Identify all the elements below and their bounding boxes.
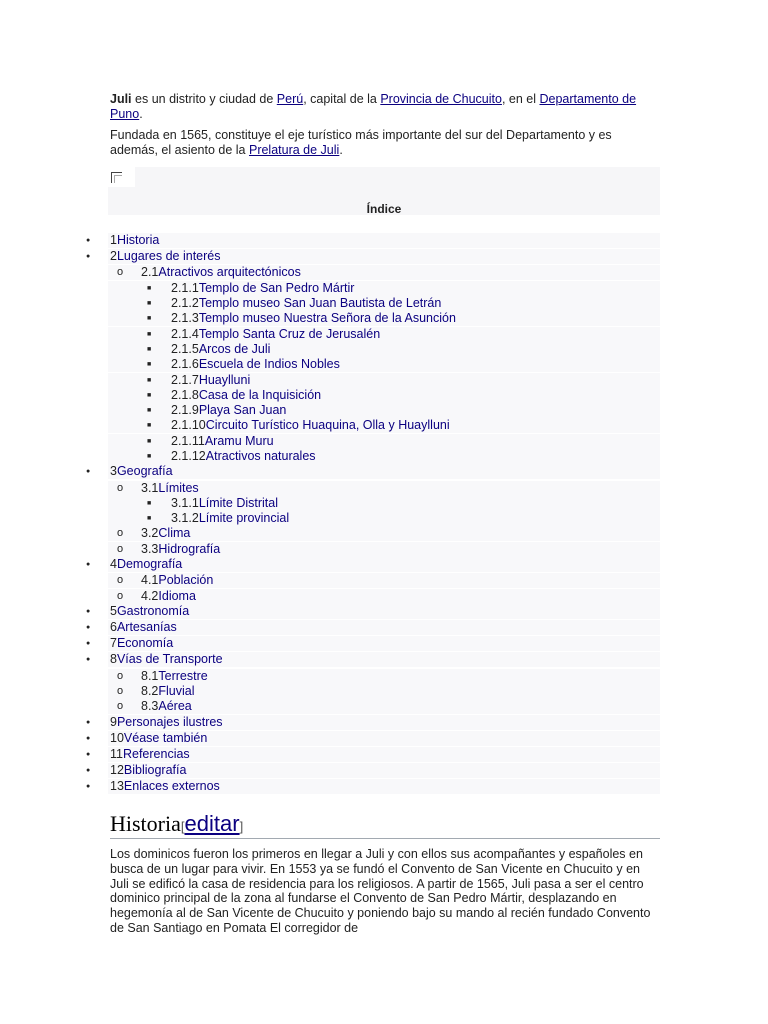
toc-label[interactable]: Límite provincial <box>198 511 290 526</box>
toc-label[interactable]: Vías de Transporte <box>116 652 223 667</box>
toc-item[interactable] <box>171 434 274 449</box>
toc-number: 2.1.4 <box>171 326 199 341</box>
toc-item[interactable] <box>141 573 213 588</box>
bullet-icon: o <box>117 266 124 279</box>
bullet-icon: ● <box>86 640 91 648</box>
toc-row-background <box>108 747 660 762</box>
toc-row-background <box>108 233 660 248</box>
bullet-icon: ■ <box>147 453 152 460</box>
bullet-icon: o <box>117 684 124 697</box>
section-heading <box>110 809 660 839</box>
bullet-icon: ● <box>86 767 91 775</box>
bracket-close: ] <box>239 819 244 834</box>
bullet-icon: ● <box>86 253 91 261</box>
toc-item[interactable] <box>171 311 456 326</box>
bullet-icon: ● <box>86 237 91 244</box>
bullet-icon: ■ <box>147 422 152 430</box>
toc-label[interactable]: Artesanías <box>116 620 177 634</box>
toc-number: 2.1.5 <box>171 341 199 356</box>
toc-label[interactable]: Gastronomía <box>116 603 190 618</box>
toc-label[interactable]: Aramu Muru <box>204 433 274 448</box>
bullet-icon: ● <box>86 561 91 568</box>
toc-label[interactable]: Playa San Juan <box>198 403 287 418</box>
toc-number: 4 <box>110 557 117 571</box>
toc-item[interactable] <box>110 249 221 264</box>
toc-number: 3 <box>110 464 117 479</box>
toc-item[interactable] <box>110 557 182 572</box>
toc-row-background <box>108 604 660 619</box>
toc-number: 6 <box>110 620 117 634</box>
toc-number: 8.3 <box>141 699 159 714</box>
toc-label[interactable]: Atractivos arquitectónicos <box>158 265 301 280</box>
intro-paragraph-2: Fundada en 1565, constituye el eje turístico más importante del sur del Departamento y es además, el asiento de la Prelatura de Juli. <box>110 128 612 157</box>
toc-number: 9 <box>110 714 117 729</box>
toc-number: 12 <box>110 763 124 778</box>
bullet-icon: o <box>117 669 124 682</box>
toc-label[interactable]: Escuela de Indios Nobles <box>198 357 340 372</box>
toc-item[interactable] <box>141 684 195 699</box>
bullet-icon: ■ <box>147 315 152 323</box>
toc-item[interactable] <box>141 669 208 684</box>
toc-row-background <box>108 620 660 635</box>
toc-number: 8.1 <box>141 668 159 683</box>
toc-title: Índice <box>366 202 402 216</box>
toc-number: 4.1 <box>141 573 159 588</box>
toc-header <box>108 167 660 215</box>
toc-number: 2.1.6 <box>171 357 199 372</box>
toc-item[interactable] <box>110 731 207 746</box>
toc-item[interactable] <box>171 418 450 433</box>
toc-number: 4.2 <box>141 588 159 603</box>
toc-label[interactable]: Límites <box>158 480 199 495</box>
toc-number: 3.2 <box>141 526 159 541</box>
toc-item[interactable] <box>110 779 220 794</box>
toc-item[interactable] <box>171 403 286 418</box>
bullet-icon: ● <box>86 468 91 476</box>
bullet-icon: ● <box>86 734 91 742</box>
toc-number: 2.1.12 <box>171 449 206 463</box>
bullet-icon: o <box>117 542 124 555</box>
bullet-icon: ■ <box>147 361 152 369</box>
toc-label[interactable]: Templo museo San Juan Bautista de Letrán <box>198 296 442 310</box>
bullet-icon: ■ <box>147 345 152 353</box>
toc-label[interactable]: Economía <box>116 636 174 651</box>
bullet-icon: ■ <box>147 376 152 384</box>
toc-label[interactable]: Terrestre <box>158 668 208 683</box>
toc-number: 3.1.2 <box>171 511 199 526</box>
toc-item[interactable] <box>110 763 186 778</box>
toc-item[interactable] <box>171 281 354 296</box>
intro <box>110 92 660 164</box>
toc-number: 2.1.10 <box>171 418 206 433</box>
toc-number: 2.1.1 <box>171 280 199 295</box>
edit-link[interactable]: editar <box>184 811 240 836</box>
bullet-icon: ● <box>86 656 91 664</box>
toc-label[interactable]: Historia <box>116 233 160 247</box>
toc-number: 2.1.8 <box>171 387 199 402</box>
toc-label[interactable]: Clima <box>158 526 191 541</box>
toc-label[interactable]: Circuito Turístico Huaquina, Olla y Huaylluni <box>205 418 450 433</box>
section-title: Historia <box>110 811 181 836</box>
toc-label[interactable]: Demografía <box>116 557 183 571</box>
bullet-icon: ■ <box>147 391 152 399</box>
bullet-icon: o <box>117 481 124 494</box>
toc-row-background <box>108 526 660 541</box>
toc-number: 2.1.2 <box>171 296 199 310</box>
toc-item[interactable] <box>171 327 380 342</box>
toc-label[interactable]: Lugares de interés <box>116 249 221 264</box>
toc-label[interactable]: Hidrografía <box>158 541 221 556</box>
toc-label[interactable]: Geografía <box>116 464 173 479</box>
toc-number: 11 <box>110 746 123 761</box>
toc-toggle[interactable] <box>108 167 135 187</box>
toc-number: 2.1 <box>141 265 159 280</box>
toc-label[interactable]: Huaylluni <box>198 372 251 387</box>
toc-item[interactable] <box>171 496 278 511</box>
toc-row-background <box>108 464 660 479</box>
toc-item[interactable] <box>171 342 270 357</box>
toc-number: 8 <box>110 652 117 667</box>
toc-number: 2.1.9 <box>171 403 199 418</box>
section-body: Los dominicos fueron los primeros en llegar a Juli y con ellos sus acompañantes y españoles en busca de un lugar para vivir. En 1553 ya se fundó el Convento de San Vicente en Chucuito y en Juli se edificó la casa de residencia para los religiosos. A partir de 1565, Juli pasa a ser el centro dominico principal de la zona al fundarse el Convento de San Pedro Mártir, desplazando en hegemonía al de San Vicente de Chucuito y poniendo bajo su mando al recién fundado Convento de San Santiago en Pomata El corregidor de <box>110 847 651 935</box>
toc-label[interactable]: Casa de la Inquisición <box>198 387 322 402</box>
bullet-icon: ■ <box>147 437 152 445</box>
toc-number: 8.2 <box>141 683 159 698</box>
toc-item[interactable] <box>141 542 220 557</box>
toc-item[interactable] <box>141 481 199 496</box>
toc-number: 1 <box>110 233 117 247</box>
link-departamento-puno[interactable]: Departamento de Puno <box>110 92 637 121</box>
toc-label[interactable]: Aérea <box>158 699 192 714</box>
toc-number: 2.1.3 <box>171 311 199 326</box>
toc-label[interactable]: Arcos de Juli <box>198 341 271 356</box>
toc-item[interactable] <box>171 373 250 388</box>
toc-item[interactable] <box>110 747 190 762</box>
toc-number: 3.1.1 <box>171 495 199 510</box>
toc-label[interactable]: Población <box>158 573 214 588</box>
toc-item[interactable] <box>110 233 159 248</box>
toc-item[interactable] <box>171 296 441 311</box>
toc-item[interactable] <box>110 652 223 667</box>
toc-label[interactable]: Referencias <box>122 746 190 761</box>
bullet-icon: ● <box>86 783 91 791</box>
toc-item[interactable] <box>141 589 196 604</box>
toc-number: 13 <box>110 779 124 794</box>
toc-item[interactable] <box>141 699 192 714</box>
bullet-icon: ■ <box>147 284 152 292</box>
toc-item[interactable] <box>171 357 340 372</box>
toc-label[interactable]: Idioma <box>158 588 196 603</box>
toc-number: 2.1.7 <box>171 372 199 387</box>
toc-label[interactable]: Templo museo Nuestra Señora de la Asunción <box>198 311 456 326</box>
article-subject: Juli <box>110 92 132 106</box>
link-peru[interactable]: Perú <box>276 92 304 106</box>
bullet-icon: ■ <box>147 407 152 415</box>
toc-number: 3.3 <box>141 541 159 556</box>
toc-item[interactable] <box>110 636 173 651</box>
toc-number: 2.1.11 <box>171 433 205 448</box>
toc-item[interactable] <box>110 464 173 479</box>
toc-number: 5 <box>110 603 117 618</box>
bullet-icon: ● <box>86 718 91 726</box>
bracket-open: [ <box>180 819 185 834</box>
toc-toggle-icon <box>111 172 123 184</box>
toc-row-background <box>108 636 660 651</box>
toc-label[interactable]: Véase también <box>123 730 208 745</box>
toc-label[interactable]: Templo de San Pedro Mártir <box>198 280 355 295</box>
bullet-icon: o <box>117 527 124 540</box>
bullet-icon: ● <box>86 624 91 631</box>
toc-label[interactable]: Enlaces externos <box>123 779 220 794</box>
bullet-icon: o <box>117 589 124 602</box>
bullet-icon: ■ <box>147 515 152 523</box>
toc-item[interactable] <box>171 511 289 526</box>
bullet-icon: ■ <box>147 499 152 507</box>
toc-item[interactable] <box>171 388 321 403</box>
toc-item[interactable] <box>171 449 316 464</box>
bullet-icon: ■ <box>147 300 152 307</box>
toc-label[interactable]: Límite Distrital <box>198 495 278 510</box>
toc-row-background <box>108 557 660 572</box>
toc-item[interactable] <box>141 526 190 541</box>
toc-item[interactable] <box>110 620 177 635</box>
toc-row-background <box>108 763 660 778</box>
link-provincia-chucuito[interactable]: Provincia de Chucuito <box>380 92 502 106</box>
bullet-icon: o <box>117 574 124 587</box>
intro-paragraph-1: Juli es un distrito y ciudad de Perú, capital de la Provincia de Chucuito, en el Departamento de Puno. <box>110 92 637 121</box>
toc-number: 2 <box>110 249 117 264</box>
bullet-icon: ● <box>86 607 91 615</box>
bullet-icon: o <box>117 700 124 713</box>
toc-item[interactable] <box>110 604 189 619</box>
toc-label[interactable]: Templo Santa Cruz de Jerusalén <box>198 326 381 341</box>
bullet-icon: ● <box>86 750 91 758</box>
toc-item[interactable] <box>110 715 223 730</box>
toc-number: 3.1 <box>141 480 159 495</box>
toc-number: 7 <box>110 636 117 651</box>
toc-label[interactable]: Bibliografía <box>123 763 187 778</box>
bullet-icon: ■ <box>147 330 152 338</box>
toc-label[interactable]: Atractivos naturales <box>205 449 316 463</box>
link-prelatura-juli[interactable]: Prelatura de Juli <box>248 143 340 157</box>
toc-label[interactable]: Personajes ilustres <box>116 714 223 729</box>
toc-number: 10 <box>110 730 124 745</box>
toc-label[interactable]: Fluvial <box>158 683 195 698</box>
toc-item[interactable] <box>141 265 301 280</box>
